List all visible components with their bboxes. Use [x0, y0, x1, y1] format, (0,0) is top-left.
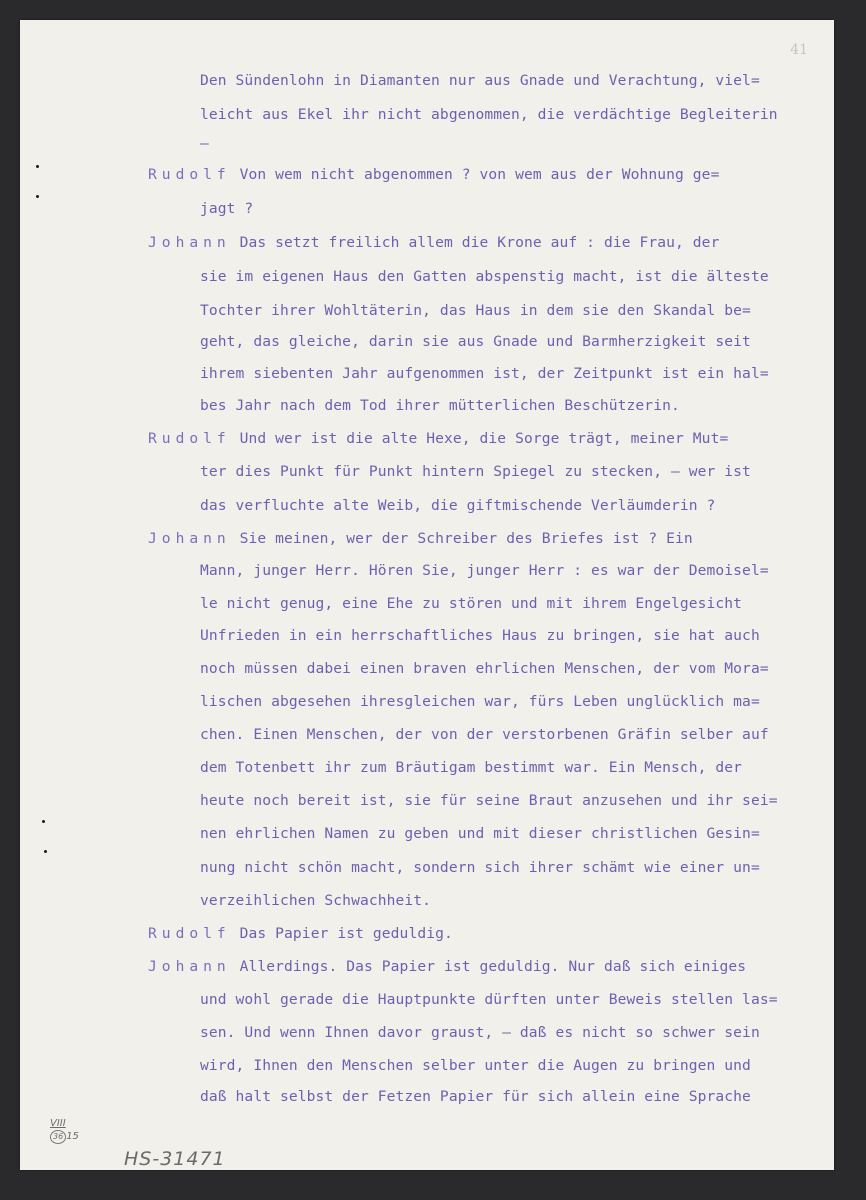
margin-mark: [36, 195, 39, 198]
speaker-name: Rudolf: [148, 430, 231, 447]
speech-text: Und wer ist die alte Hexe, die Sorge trägt, meiner Mut=: [230, 430, 729, 447]
speech-text: Sie meinen, wer der Schreiber des Briefes ist ? Ein: [230, 530, 693, 547]
speech-text: Von wem nicht abgenommen ? von wem aus der Wohnung ge=: [230, 166, 720, 183]
text-line: geht, das gleiche, darin sie aus Gnade und Barmherzigkeit seit: [200, 333, 751, 350]
text-line: Den Sündenlohn in Diamanten nur aus Gnade und Verachtung, viel=: [200, 72, 760, 89]
text-line: [148, 925, 453, 942]
shelfmark-number: 15: [66, 1131, 79, 1142]
shelfmark-circled: 36: [50, 1130, 66, 1144]
speech-text: Das Papier ist geduldig.: [230, 925, 453, 942]
text-line: lischen abgesehen ihresgleichen war, fürs Leben unglücklich ma=: [200, 693, 760, 710]
text-line: [148, 530, 693, 547]
text-line: ihrem siebenten Jahr aufgenommen ist, der Zeitpunkt ist ein hal=: [200, 365, 769, 382]
text-line: nen ehrlichen Namen zu geben und mit dieser christlichen Gesin=: [200, 825, 760, 842]
speaker-name: Johann: [148, 234, 231, 251]
shelfmark-volume: VIII: [50, 1118, 66, 1129]
speaker-name: Rudolf: [148, 925, 231, 942]
margin-mark: [36, 165, 39, 168]
speaker-name: Rudolf: [148, 166, 231, 183]
text-line: sie im eigenen Haus den Gatten abspenstig macht, ist die älteste: [200, 268, 769, 285]
text-line: sen. Und wenn Ihnen davor graust, – daß es nicht so schwer sein: [200, 1024, 760, 1041]
text-line: [148, 430, 728, 447]
text-line: leicht aus Ekel ihr nicht abgenommen, die verdächtige Begleiterin: [200, 106, 778, 123]
text-line: Tochter ihrer Wohltäterin, das Haus in dem sie den Skandal be=: [200, 302, 751, 319]
text-line: bes Jahr nach dem Tod ihrer mütterlichen Beschützerin.: [200, 397, 680, 414]
shelfmark: [50, 1118, 79, 1144]
margin-mark: [42, 820, 45, 823]
text-line: chen. Einen Menschen, der von der verstorbenen Gräfin selber auf: [200, 726, 769, 743]
text-line: [148, 234, 719, 251]
text-line: wird, Ihnen den Menschen selber unter die Augen zu bringen und: [200, 1057, 751, 1074]
text-line: le nicht genug, eine Ehe zu stören und mit ihrem Engelgesicht: [200, 595, 743, 612]
speaker-name: Johann: [148, 530, 231, 547]
speech-text: Das setzt freilich allem die Krone auf : die Frau, der: [230, 234, 720, 251]
speaker-name: Johann: [148, 958, 231, 975]
text-line: das verfluchte alte Weib, die giftmischende Verläumderin ?: [200, 497, 716, 514]
text-line: noch müssen dabei einen braven ehrlichen Menschen, der vom Mora=: [200, 660, 769, 677]
text-line: –: [200, 135, 209, 152]
text-line: heute noch bereit ist, sie für seine Braut anzusehen und ihr sei=: [200, 792, 778, 809]
folio-number: 41: [790, 42, 808, 58]
text-line: und wohl gerade die Hauptpunkte dürften unter Beweis stellen las=: [200, 991, 778, 1008]
text-line: ter dies Punkt für Punkt hintern Spiegel zu stecken, – wer ist: [200, 463, 751, 480]
text-line: Mann, junger Herr. Hören Sie, junger Herr : es war der Demoisel=: [200, 562, 769, 579]
text-line: [148, 958, 746, 975]
text-line: Unfrieden in ein herrschaftliches Haus zu bringen, sie hat auch: [200, 627, 760, 644]
catalog-number: HS-31471: [124, 1148, 226, 1170]
text-line: [148, 166, 719, 183]
text-line: dem Totenbett ihr zum Bräutigam bestimmt war. Ein Mensch, der: [200, 759, 743, 776]
typescript-page: [20, 20, 834, 1170]
text-line: verzeihlichen Schwachheit.: [200, 892, 432, 909]
margin-mark: [44, 850, 47, 853]
text-line: daß halt selbst der Fetzen Papier für sich allein eine Sprache: [200, 1088, 751, 1105]
text-line: jagt ?: [200, 200, 254, 217]
text-line: nung nicht schön macht, sondern sich ihrer schämt wie einer un=: [200, 859, 760, 876]
speech-text: Allerdings. Das Papier ist geduldig. Nur daß sich einiges: [230, 958, 747, 975]
